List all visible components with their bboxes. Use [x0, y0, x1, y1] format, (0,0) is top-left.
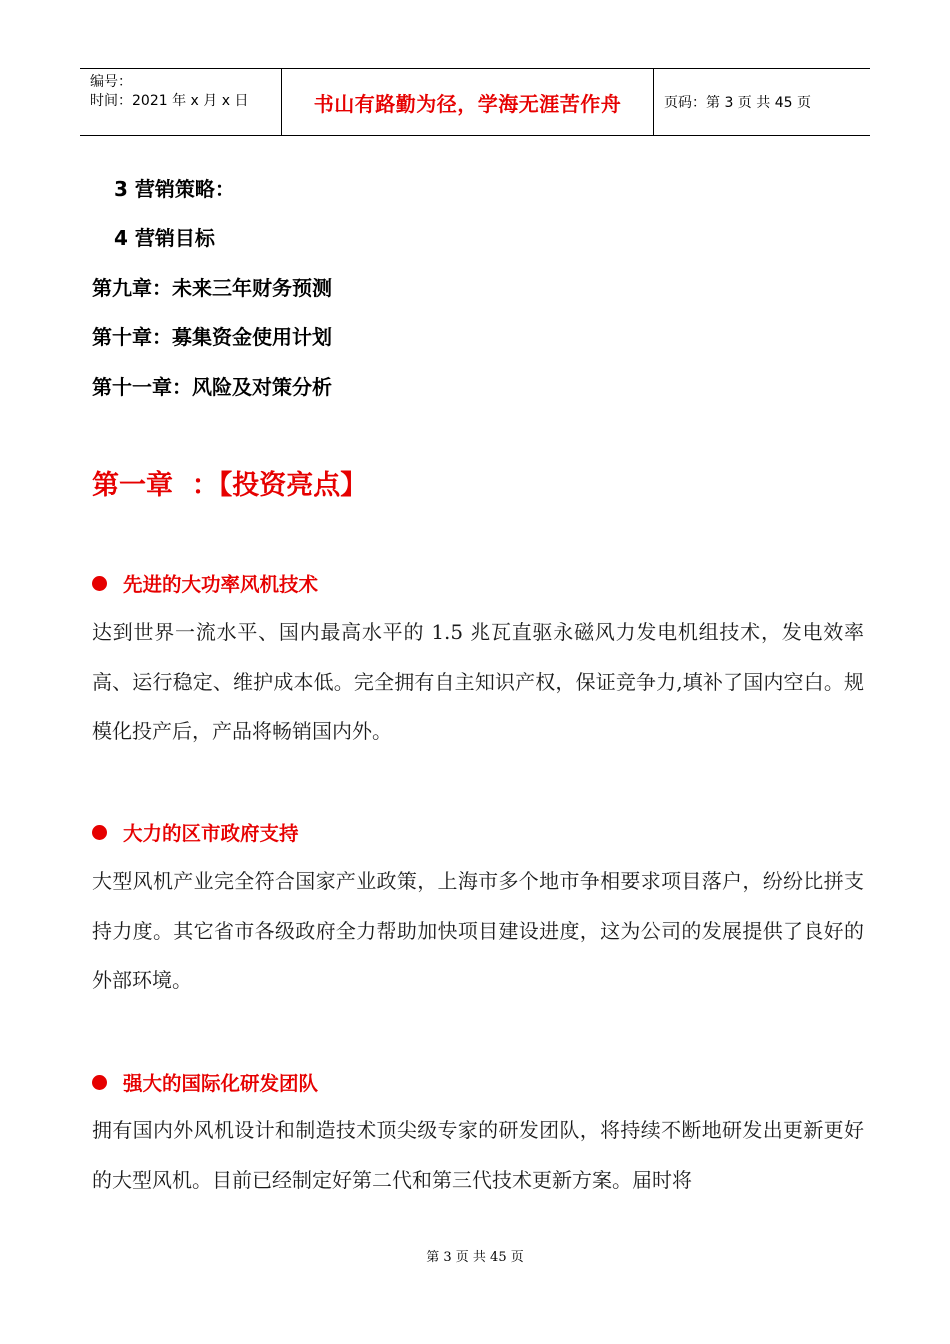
toc-item: 3 营销策略： [114, 177, 235, 201]
section-body: 达到世界一流水平、国内最高水平的 1.5 兆瓦直驱永磁风力发电机组技术，发电效率高、运行稳定、维护成本低。完全拥有自主知识产权，保证竞争力,填补了国内空白。规模化投产后，产品将畅销国内外。 [92, 620, 864, 743]
section-body: 拥有国内外风机设计和制造技术顶尖级专家的研发团队，将持续不断地研发出更新更好的大型风机。目前已经制定好第二代和第三代技术更新方案。届时将 [92, 1118, 864, 1192]
header-motto-cell [282, 69, 654, 135]
header-meta [80, 69, 282, 135]
section-heading-text: 强大的国际化研发团队 [123, 1072, 319, 1095]
toc-item: 4 营销目标 [114, 226, 215, 250]
toc-item: 第九章：未来三年财务预测 [92, 276, 332, 300]
toc-item: 第十章：募集资金使用计划 [92, 325, 332, 349]
section-body: 大型风机产业完全符合国家产业政策，上海市多个地市争相要求项目落户，纷纷比拼支持力度。其它省市各级政府全力帮助加快项目建设进度，这为公司的发展提供了良好的外部环境。 [92, 869, 864, 992]
bullet-icon [92, 576, 107, 591]
section-heading-text: 先进的大功率风机技术 [123, 573, 319, 596]
section-heading-text: 大力的区市政府支持 [123, 822, 299, 845]
header-number-label: 编号： [90, 74, 132, 90]
header-page-info-cell [654, 69, 870, 135]
header-motto: 书山有路勤为径，学海无涯苦作舟 [313, 91, 622, 116]
toc-item: 第十一章：风险及对策分析 [92, 375, 332, 399]
page-footer: 第 3 页 共 45 页 [426, 1250, 524, 1265]
bullet-icon [92, 1075, 107, 1090]
page-header [80, 68, 870, 136]
chapter-title: 第一章 ：【投资亮点】 [92, 470, 368, 501]
section-heading [92, 569, 318, 597]
bullet-icon [92, 825, 107, 840]
header-date-label: 时间：2021 年 x 月 x 日 [90, 93, 249, 109]
header-page-info: 页码：第 3 页 共 45 页 [664, 95, 811, 111]
section-heading [92, 818, 299, 846]
section-heading [92, 1068, 318, 1096]
